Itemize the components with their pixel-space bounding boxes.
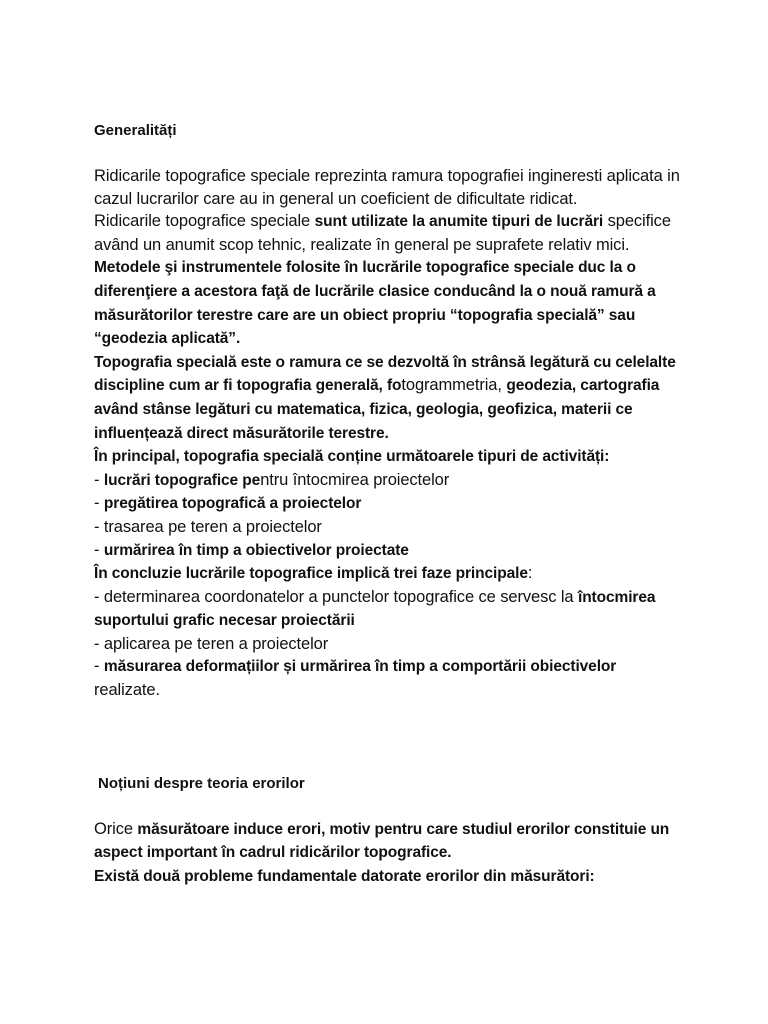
list-item bbox=[94, 516, 684, 539]
bold-text-run: Topografia specială este o ramura ce se dezvoltă în strânsă legătură cu celelalte discipline cum ar fi topografia generală, fo bbox=[94, 353, 676, 395]
text-run: - aplicarea pe teren a proiectelor bbox=[94, 634, 329, 653]
bold-text-run: Există două probleme fundamentale datorate erorilor din măsurători: bbox=[94, 867, 595, 885]
bold-text-run: Metodele şi instrumentele folosite în lucrările topografice speciale duc la o diferenţiere a acestora faţă de lucrările clasice conducând la o nouă ramură a măsurătorilor terestre care are un obiect propriu “topografia specială” sau “geodezia aplicată”. bbox=[94, 259, 656, 348]
text-run: specifice având un anumit scop tehnic, realizate în general pe suprafete relativ mici. bbox=[94, 212, 671, 254]
bold-text-run: întocmirea suportului grafic necesar proiectării bbox=[94, 588, 656, 630]
text-run: - determinarea coordonatelor a punctelor topografice ce servesc la bbox=[94, 587, 578, 606]
bold-text-run: măsurarea deformațiilor și urmărirea în timp a comportării obiectivelor bbox=[103, 658, 617, 676]
paragraph bbox=[94, 165, 684, 210]
text-run: Ridicarile topografice speciale bbox=[94, 212, 315, 231]
list-item bbox=[94, 539, 684, 563]
heading-teoria-erorilor: Noțiuni despre teoria erorilor bbox=[98, 774, 305, 792]
text-run: realizate. bbox=[94, 681, 160, 700]
paragraph bbox=[94, 256, 684, 350]
section-1-body bbox=[94, 165, 684, 702]
bold-text-run: În principal, topografia specială conține următoarele tipuri de activități: bbox=[94, 448, 610, 466]
list-item bbox=[94, 469, 684, 493]
text-run: - trasarea pe teren a proiectelor bbox=[94, 517, 322, 536]
heading-generalitati: Generalități bbox=[94, 122, 177, 139]
bold-text-run: geodezia, cartografia având stânse legături cu matematica, fizica, geologia, geofizica, materii ce influențează direct măsurătorile terestre. bbox=[94, 377, 660, 442]
bold-text-run: urmărirea în timp a obiectivelor proiectate bbox=[103, 541, 409, 559]
text-run: ntru întocmirea proiectelor bbox=[260, 470, 450, 489]
paragraph bbox=[94, 210, 684, 256]
text-run: Orice bbox=[94, 819, 138, 838]
bold-text-run: În concluzie lucrările topografice implică trei faze principale bbox=[94, 565, 528, 583]
text-run: - bbox=[94, 540, 104, 559]
bold-text-run: măsurătoare induce erori, motiv pentru care studiul erorilor constituie un aspect important în cadrul ridicărilor topografice. bbox=[94, 820, 670, 862]
section-2-body bbox=[94, 818, 684, 889]
text-run: - bbox=[94, 657, 104, 676]
section-spacer bbox=[94, 702, 684, 773]
list-item bbox=[94, 633, 684, 656]
bold-text-run: lucrări topografice pe bbox=[103, 471, 261, 489]
bold-text-run: pregătirea topografică a proiectelor bbox=[103, 495, 362, 513]
list-item bbox=[94, 655, 684, 701]
paragraph bbox=[94, 445, 684, 469]
list-item bbox=[94, 492, 684, 516]
text-run: : bbox=[527, 564, 533, 583]
text-run: - bbox=[94, 470, 104, 489]
paragraph bbox=[94, 818, 684, 865]
paragraph bbox=[94, 351, 684, 445]
list-item bbox=[94, 586, 684, 633]
text-run: - bbox=[94, 494, 104, 513]
bold-text-run: sunt utilizate la anumite tipuri de lucrări bbox=[314, 213, 604, 231]
text-run: Ridicarile topografice speciale reprezinta ramura topografiei ingineresti aplicata in cazul lucrarilor care au in general un coeficient de dificultate ridicat. bbox=[94, 167, 680, 208]
text-run: togrammetria, bbox=[401, 376, 507, 395]
paragraph bbox=[94, 865, 684, 889]
paragraph bbox=[94, 562, 684, 586]
document-page bbox=[94, 120, 684, 888]
